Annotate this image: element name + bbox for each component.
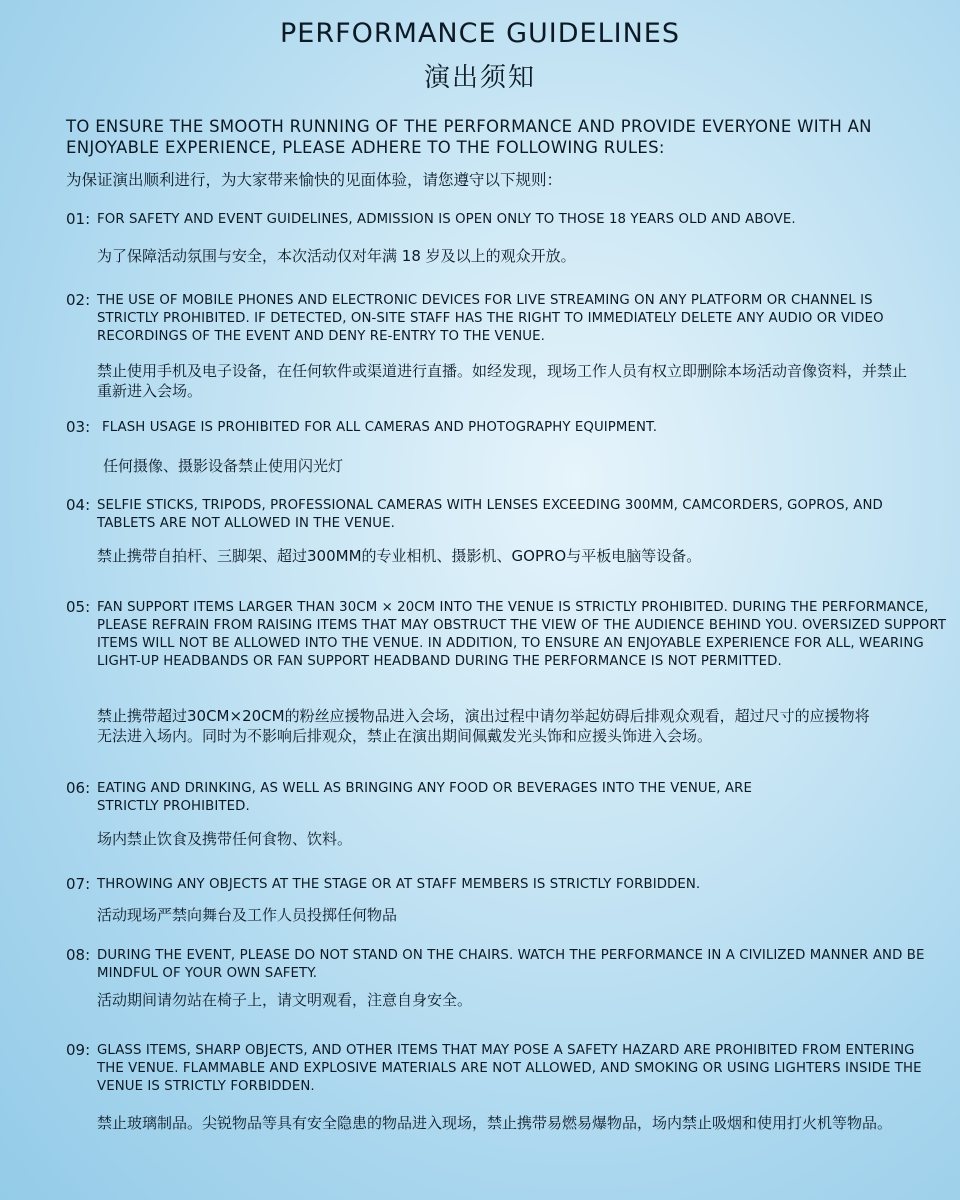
page-title-zh: 演出须知 [423,63,536,93]
rule-text-en: GLASS ITEMS, SHARP OBJECTS, AND OTHER ITEMS THAT MAY POSE A SAFETY HAZARD ARE PROHIBITED FROM ENTERING THE VENUE. FLAMMABLE AND EXPLOSIVE MATERIALS ARE NOT ALLOWED, AND SMOKING OR USING LIGHTERS INSIDE THE VENUE IS STRICTLY FORBIDDEN. [97,1043,922,1094]
rule-text-zh: 活动期间请勿站在椅子上，请文明观看，注意自身安全。 [97,991,473,1009]
intro-text-en: TO ENSURE THE SMOOTH RUNNING OF THE PERFORMANCE AND PROVIDE EVERYONE WITH AN ENJOYABLE EXPERIENCE, PLEASE ADHERE TO THE FOLLOWING RULES: [66,117,872,157]
rule-text-zh: 禁止携带超过30CM×20CM的粉丝应援物品进入会场，演出过程中请勿举起妨碍后排观众观看，超过尺寸的应援物将无法进入场内。同时为不影响后排观众，禁止在演出期间佩戴发光头饰和应援头饰进入会场。 [97,707,870,745]
rule-text-en: EATING AND DRINKING, AS WELL AS BRINGING ANY FOOD OR BEVERAGES INTO THE VENUE, ARE STRICTLY PROHIBITED. [97,781,752,814]
rule-text-en: SELFIE STICKS, TRIPODS, PROFESSIONAL CAMERAS WITH LENSES EXCEEDING 300MM, CAMCORDERS, GOPROS, AND TABLETS ARE NOT ALLOWED IN THE VENUE. [97,498,883,531]
rule-text-zh: 禁止玻璃制品。尖锐物品等具有安全隐患的物品进入现场，禁止携带易燃易爆物品，场内禁止吸烟和使用打火机等物品。 [97,1114,893,1132]
rule-number: 04: [66,496,91,514]
rule-number: 05: [66,598,91,616]
rule-number: 03: [66,418,91,436]
rule-text-zh: 禁止使用手机及电子设备，在任何软件或渠道进行直播。如经发现，现场工作人员有权立即删除本场活动音像资料，并禁止重新进入会场。 [97,362,908,400]
rule-number: 07: [66,875,91,893]
rule-text-zh: 任何摄像、摄影设备禁止使用闪光灯 [103,457,344,475]
page-title-en: PERFORMANCE GUIDELINES [280,18,680,49]
rule-text-en: FAN SUPPORT ITEMS LARGER THAN 30CM × 20CM INTO THE VENUE IS STRICTLY PROHIBITED. DURING THE PERFORMANCE, PLEASE REFRAIN FROM RAISING ITEMS THAT MAY OBSTRUCT THE VIEW OF THE AUDIENCE BEHIND YOU. OVERSIZED SUPPORT ITEMS WILL NOT BE ALLOWED INTO THE VENUE. IN ADDITION, TO ENSURE AN ENJOYABLE EXPERIENCE FOR ALL, WEARING LIGHT-UP HEADBANDS OR FAN SUPPORT HEADBAND DURING THE PERFORMANCE IS NOT PERMITTED. [97,600,947,669]
rule-text-en: FOR SAFETY AND EVENT GUIDELINES, ADMISSION IS OPEN ONLY TO THOSE 18 YEARS OLD AND ABOVE. [97,212,796,227]
rule-number: 02: [66,291,91,309]
rule-text-en: FLASH USAGE IS PROHIBITED FOR ALL CAMERAS AND PHOTOGRAPHY EQUIPMENT. [102,420,658,435]
rule-text-en: THE USE OF MOBILE PHONES AND ELECTRONIC DEVICES FOR LIVE STREAMING ON ANY PLATFORM OR CHANNEL IS STRICTLY PROHIBITED. IF DETECTED, ON-SITE STAFF HAS THE RIGHT TO IMMEDIATELY DELETE ANY AUDIO OR VIDEO RECORDINGS OF THE EVENT AND DENY RE-ENTRY TO THE VENUE. [97,293,884,344]
rule-number: 06: [66,779,91,797]
rule-text-zh: 活动现场严禁向舞台及工作人员投掷任何物品 [97,906,398,924]
rule-text-zh: 场内禁止饮食及携带任何食物、饮料。 [97,830,353,848]
rule-number: 08: [66,946,91,964]
intro-text-zh: 为保证演出顺利进行，为大家带来愉快的见面体验，请您遵守以下规则： [66,171,563,189]
rule-number: 09: [66,1041,91,1059]
rule-number: 01: [66,210,91,228]
rule-text-zh: 为了保障活动氛围与安全，本次活动仅对年满 18 岁及以上的观众开放。 [97,247,576,265]
rule-text-en: THROWING ANY OBJECTS AT THE STAGE OR AT STAFF MEMBERS IS STRICTLY FORBIDDEN. [97,877,701,892]
rule-text-zh: 禁止携带自拍杆、三脚架、超过300MM的专业相机、摄影机、GOPRO与平板电脑等设备。 [97,547,702,565]
rule-text-en: DURING THE EVENT, PLEASE DO NOT STAND ON THE CHAIRS. WATCH THE PERFORMANCE IN A CIVILIZED MANNER AND BE MINDFUL OF YOUR OWN SAFETY. [97,948,925,981]
